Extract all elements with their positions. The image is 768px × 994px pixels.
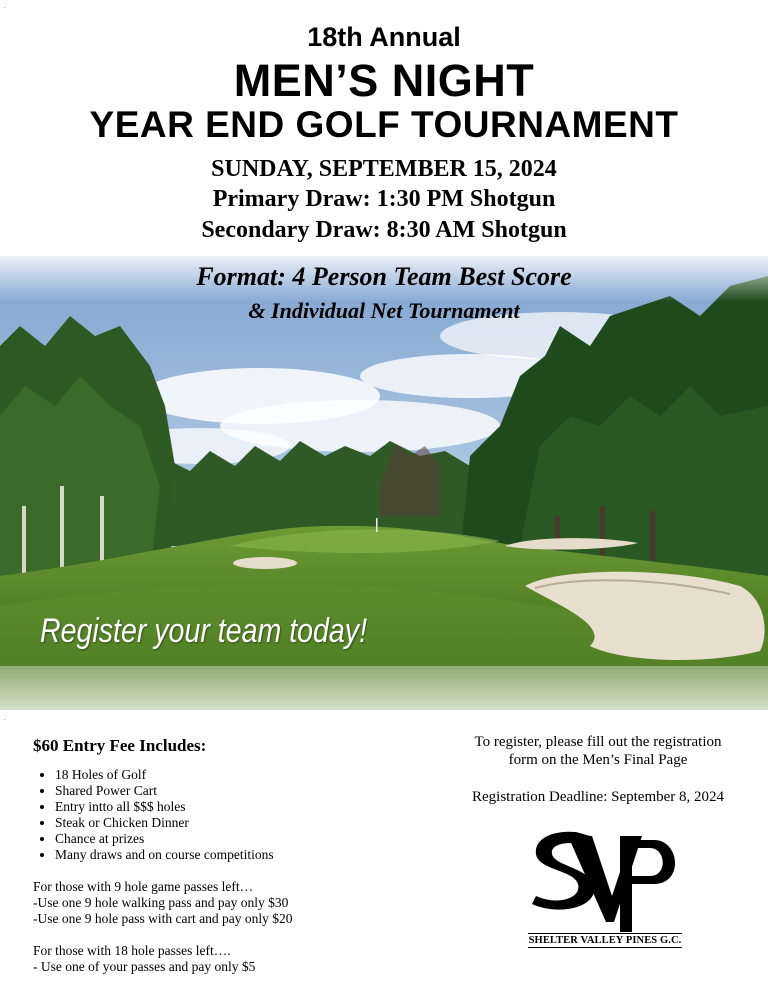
format-line-2: & Individual Net Tournament [248,298,520,323]
list-item: • Shared Power Cart [55,783,393,799]
nine-hole-pass-info [33,879,393,927]
eighteen-hole-pass-info [33,943,393,975]
event-title: MEN’S NIGHT [233,55,535,106]
registration-section [438,733,758,806]
list-item: • Many draws and on course competitions [55,847,393,863]
secondary-draw: Secondary Draw: 8:30 AM Shotgun [201,217,567,243]
nine-hole-option-walking: -Use one 9 hole walking pass and pay only $30 [33,895,289,910]
event-date: SUNDAY, SEPTEMBER 15, 2024 [211,156,557,182]
registration-deadline: Registration Deadline: September 8, 2024 [471,789,725,805]
register-banner: Register your team today! [40,612,368,650]
entry-fee-list [33,767,393,863]
section-mark: . [4,716,6,722]
nine-hole-intro: For those with 9 hole game passes left… [33,879,254,894]
corner-mark: . [4,4,6,10]
tournament-title: YEAR END GOLF TOURNAMENT [89,104,679,145]
list-item: • 18 Holes of Golf [55,767,393,783]
list-item: • Chance at prizes [55,831,393,847]
format-line-1: Format: 4 Person Team Best Score [196,262,572,291]
registration-instruction-line-2: form on the Men’s Final Page [508,752,688,768]
nine-hole-option-cart: -Use one 9 hole pass with cart and pay only $20 [33,911,293,926]
entry-fee-title: $60 Entry Fee Includes: [33,736,207,755]
club-name: SHELTER VALLEY PINES G.C. [528,935,682,946]
eighteen-hole-option: - Use one of your passes and pay only $5 [33,959,256,974]
primary-draw: Primary Draw: 1:30 PM Shotgun [212,186,556,212]
registration-instruction-line-1: To register, please fill out the registration [474,734,722,750]
eighteen-hole-intro: For those with 18 hole passes left…. [33,943,231,958]
list-item: • Entry intto all $$$ holes [55,799,393,815]
annual-heading: 18th Annual [307,22,461,52]
entry-fee-section [33,738,393,975]
list-item: • Steak or Chicken Dinner [55,815,393,831]
